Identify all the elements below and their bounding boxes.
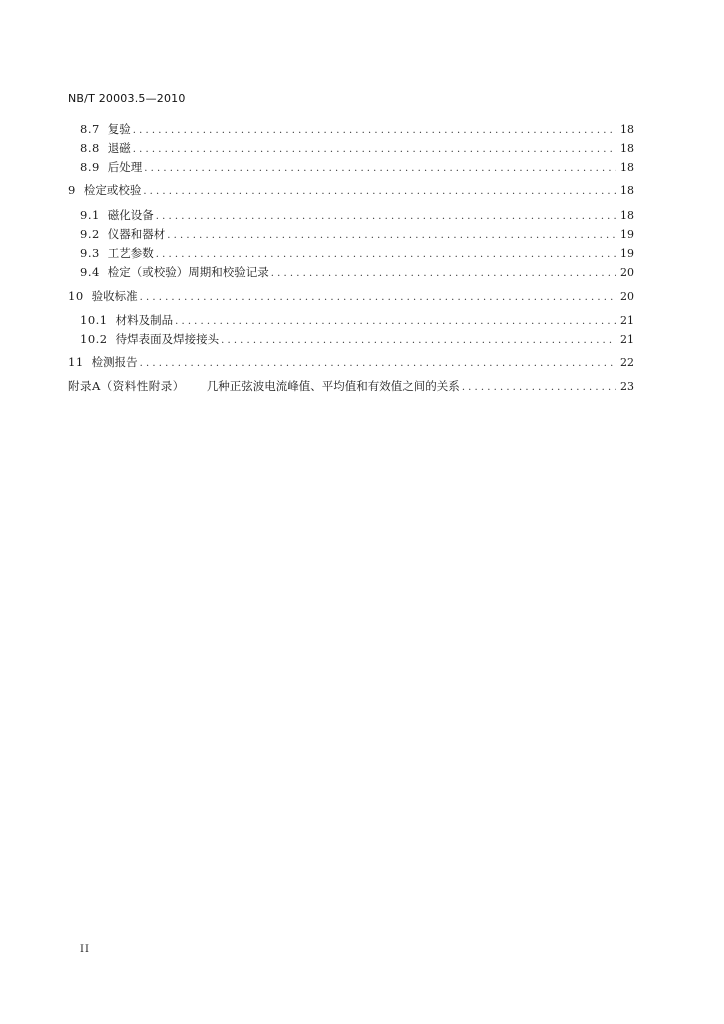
toc-title: 仪器和器材: [107, 227, 166, 241]
toc-page-number: 21: [620, 333, 634, 346]
toc-number: 10.2: [80, 332, 108, 346]
toc-entry-appendix-a[interactable]: [68, 378, 634, 394]
toc-title: 检测报告: [91, 355, 138, 369]
toc-page-number: 19: [620, 247, 634, 260]
toc-page-number: 18: [620, 142, 634, 155]
toc-dot-leader: [271, 266, 616, 282]
toc-dot-leader: [167, 228, 616, 244]
toc-appendix-label: 附录A（资料性附录）: [68, 379, 185, 393]
toc-entry-9-4[interactable]: [80, 264, 634, 280]
toc-entry-11[interactable]: [68, 354, 634, 370]
toc-page-number: 18: [620, 184, 634, 197]
toc-title: 检定或校验: [83, 183, 142, 197]
toc-dot-leader: [175, 314, 616, 330]
standard-number-header: NB/T 20003.5—2010: [68, 92, 186, 105]
toc-title: 验收标准: [91, 289, 138, 303]
toc-dot-leader: [144, 161, 616, 177]
toc-dot-leader: [133, 123, 616, 139]
toc-entry-9-1[interactable]: [80, 207, 634, 223]
toc-dot-leader: [462, 380, 616, 396]
toc-dot-leader: [221, 333, 616, 349]
toc-dot-leader: [133, 142, 616, 158]
toc-dot-leader: [140, 356, 616, 372]
toc-number: 8.9: [80, 160, 100, 174]
toc-page-number: 18: [620, 161, 634, 174]
toc-page-number: 19: [620, 228, 634, 241]
toc-number: 9.4: [80, 265, 100, 279]
toc-entry-10-2[interactable]: [80, 331, 634, 347]
toc-dot-leader: [140, 290, 616, 306]
toc-title: 磁化设备: [107, 208, 154, 222]
page-number-footer: II: [80, 944, 90, 955]
toc-title: 退磁: [107, 141, 131, 155]
toc-dot-leader: [156, 209, 616, 225]
toc-entry-8-7[interactable]: [80, 121, 634, 137]
toc-page-number: 18: [620, 123, 634, 136]
toc-title: 待焊表面及焊接接头: [115, 332, 220, 346]
toc-dot-leader: [156, 247, 616, 263]
toc-number: 10: [68, 289, 84, 303]
toc-number: 9: [68, 183, 76, 197]
toc-title: 检定（或校验）周期和校验记录: [107, 265, 269, 279]
toc-title: 几种正弦波电流峰值、平均值和有效值之间的关系: [206, 379, 460, 393]
toc-page-number: 18: [620, 209, 634, 222]
toc-number: 11: [68, 355, 84, 369]
toc-title: 工艺参数: [107, 246, 154, 260]
toc-number: 9.2: [80, 227, 100, 241]
toc-number: 9.3: [80, 246, 100, 260]
toc-entry-10-1[interactable]: [80, 312, 634, 328]
toc-title: 后处理: [107, 160, 143, 174]
toc-entry-8-8[interactable]: [80, 140, 634, 156]
toc-entry-9-3[interactable]: [80, 245, 634, 261]
toc-number: 10.1: [80, 313, 108, 327]
toc-number: 8.8: [80, 141, 100, 155]
toc-entry-10[interactable]: [68, 288, 634, 304]
toc-number: 8.7: [80, 122, 100, 136]
toc-page-number: 22: [620, 356, 634, 369]
toc-title: 复验: [107, 122, 131, 136]
toc-page-number: 23: [620, 380, 634, 393]
toc-number: 9.1: [80, 208, 100, 222]
toc-entry-9-2[interactable]: [80, 226, 634, 242]
toc-page-number: 20: [620, 290, 634, 303]
toc-entry-9[interactable]: [68, 182, 634, 198]
toc-page-number: 21: [620, 314, 634, 327]
toc-page-number: 20: [620, 266, 634, 279]
toc-title: 材料及制品: [115, 313, 174, 327]
toc-entry-8-9[interactable]: [80, 159, 634, 175]
toc-dot-leader: [143, 184, 616, 200]
